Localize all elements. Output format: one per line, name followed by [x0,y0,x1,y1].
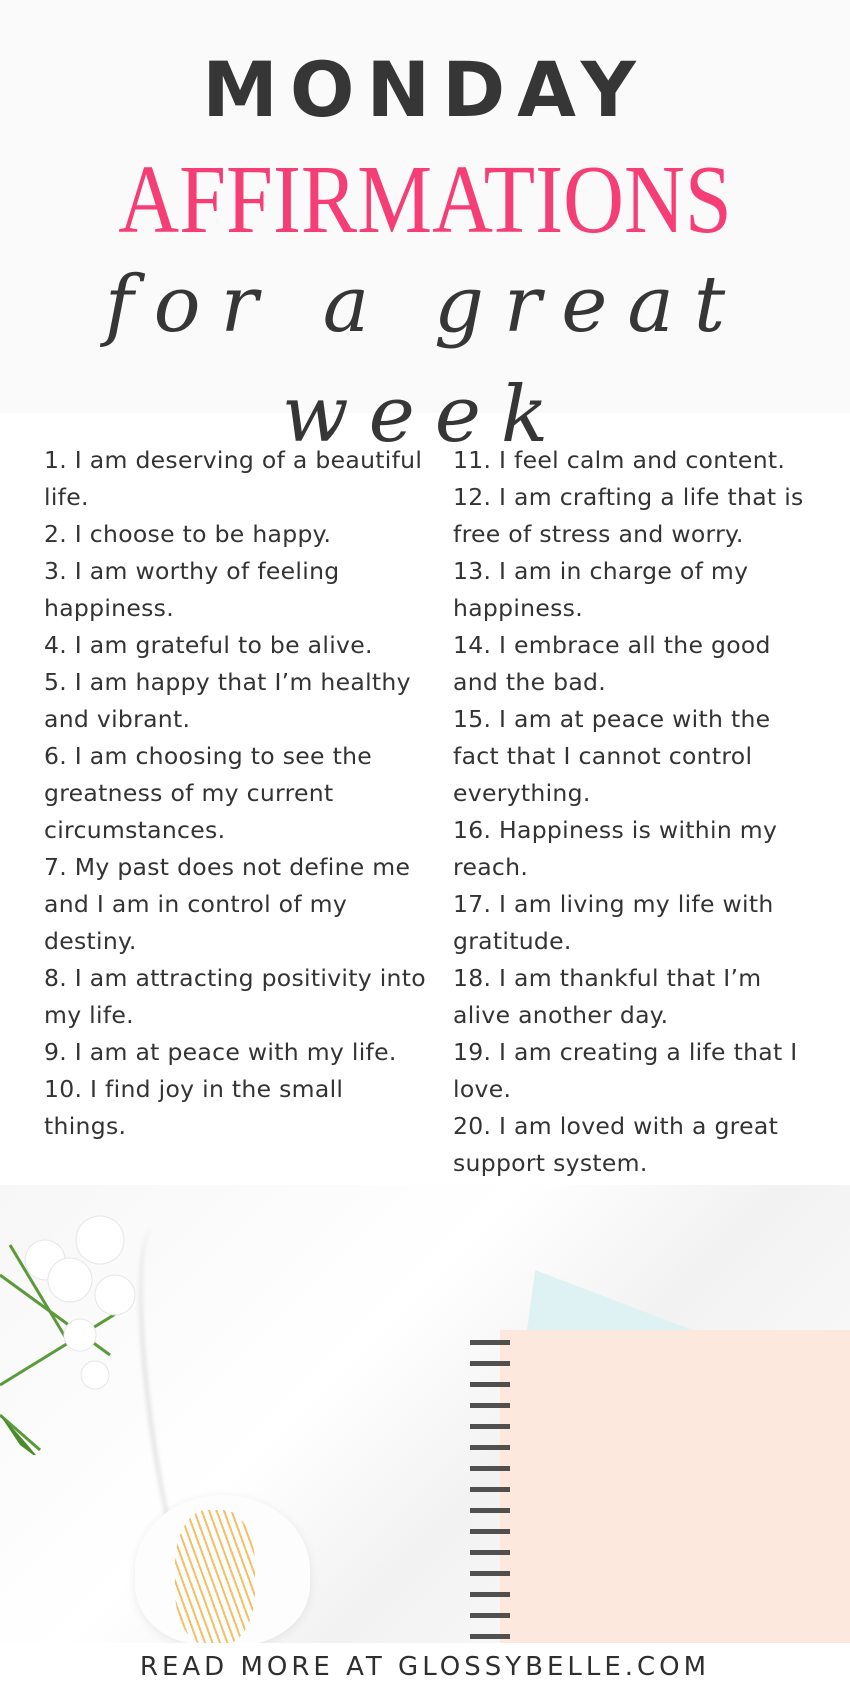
title-monday: MONDAY [202,45,648,134]
paper-clips [175,1510,255,1643]
list-item: 8. I am attracting positivity into my life. [44,964,426,1029]
list-item: 10. I find joy in the small things. [44,1075,344,1140]
flowers-illustration [0,1185,190,1455]
list-item: 18. I am thankful that I’m alive another day. [453,964,762,1029]
list-item: 13. I am in charge of my happiness. [453,557,749,622]
footer-link[interactable]: READ MORE AT GLOSSYBELLE.COM [139,1652,711,1682]
list-item: 6. I am choosing to see the greatness of my current circumstances. [44,742,373,844]
list-item: 1. I am deserving of a beautiful life. [44,446,423,511]
affirmations-list-right [453,442,823,1182]
list-item: 17. I am living my life with gratitude. [453,890,774,955]
list-item: 12. I am crafting a life that is free of stress and worry. [453,483,804,548]
title-affirmations: AFFIRMATIONS [118,146,732,254]
list-item: 4. I am grateful to be alive. [44,631,373,659]
list-item: 5. I am happy that I’m healthy and vibrant. [44,668,411,733]
list-item: 20. I am loved with a great support system. [453,1112,779,1177]
list-item: 14. I embrace all the good and the bad. [453,631,771,696]
list-item: 2. I choose to be happy. [44,520,332,548]
notebook-spiral [470,1340,510,1640]
list-item: 9. I am at peace with my life. [44,1038,397,1066]
list-item: 7. My past does not define me and I am in control of my destiny. [44,853,411,955]
list-item: 11. I feel calm and content. [453,446,786,474]
list-item: 15. I am at peace with the fact that I cannot control everything. [453,705,771,807]
list-item: 3. I am worthy of feeling happiness. [44,557,340,622]
list-item: 19. I am creating a life that I love. [453,1038,798,1103]
title-script-subtitle: for a great week [104,260,746,460]
list-item: 16. Happiness is within my reach. [453,816,778,881]
notebook [500,1330,850,1643]
desk-photo [0,1185,850,1643]
affirmations-list-left [44,442,429,1145]
